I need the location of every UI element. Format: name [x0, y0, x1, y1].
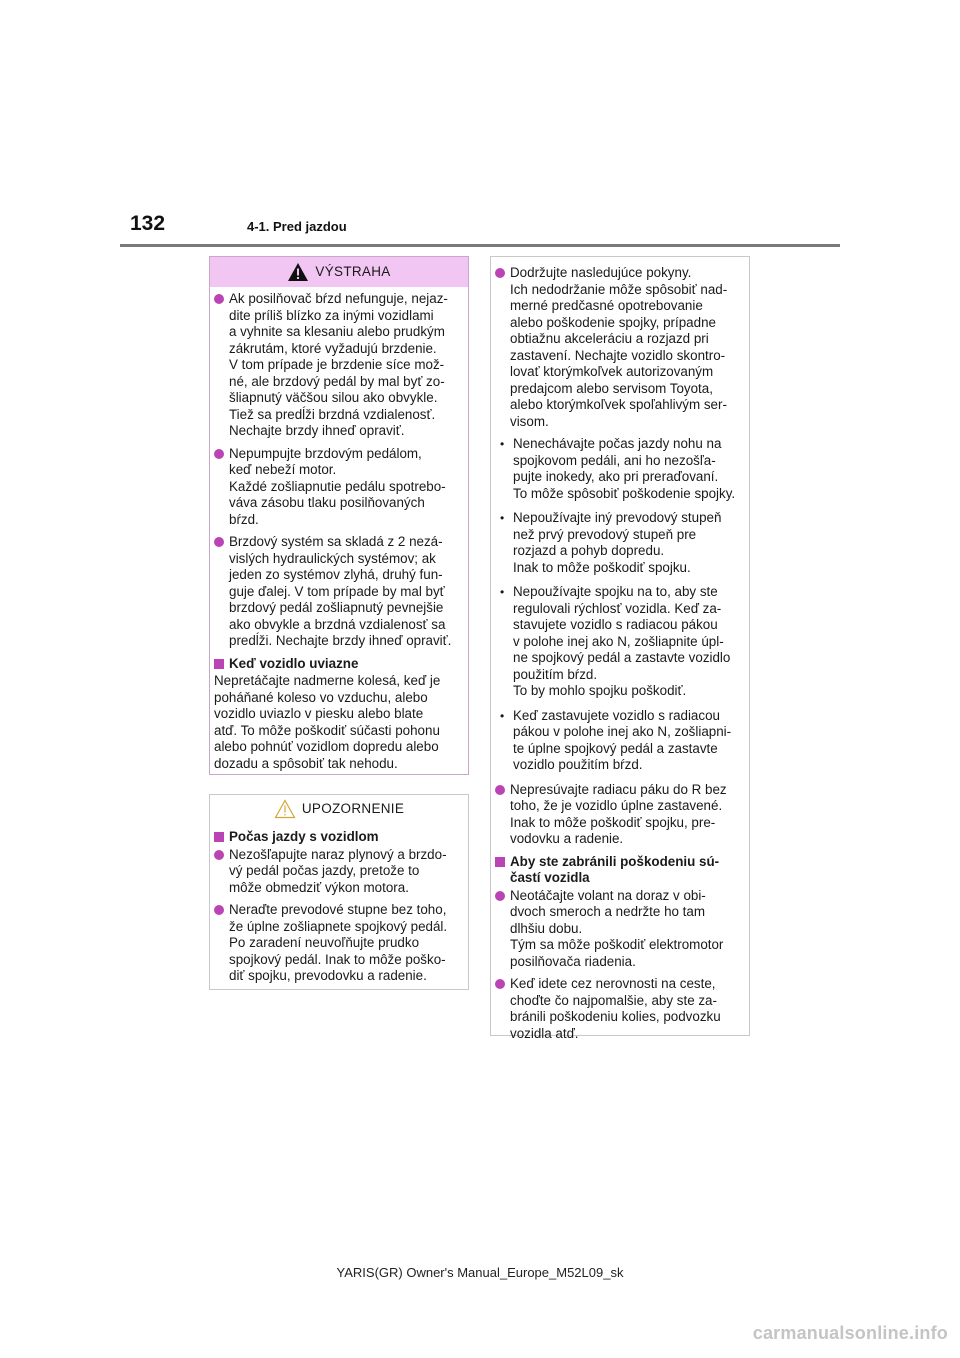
sub-bullet-item — [495, 510, 745, 576]
text-line: Tiež sa predĺži brzdná vzdialenosť. — [229, 406, 436, 422]
text-line: Neotáčajte volant na doraz v obi- — [510, 887, 706, 903]
small-bullet-icon: • — [500, 708, 505, 723]
text-line: obtiažnu akceleráciu a rozjazd pri — [510, 331, 709, 346]
page-number: 132 — [130, 212, 166, 235]
text-line: pujte inokedy, ako pri preraďovaní. — [513, 469, 719, 484]
text-line: ako obvykle a brzdná vzdialenosť sa — [229, 616, 446, 632]
square-marker-icon — [495, 857, 505, 867]
text-line: jeden zo systémov zlyhá, druhý fun- — [229, 567, 443, 582]
text-line: Po zaradení neuvoľňujte prudko — [229, 935, 420, 950]
text-line: predajcom alebo servisom Toyota, — [510, 380, 713, 396]
text-line: Inak to môže poškodiť spojku. — [513, 559, 691, 575]
text-line: dite príliš blízko za inými vozidlami — [229, 307, 434, 323]
bullet-dot-icon — [495, 979, 505, 989]
text-line: zákrutám, ktoré vyžadujú brzdenie. — [229, 340, 437, 356]
warning-content — [210, 287, 468, 772]
text-line: né, ale brzdový pedál by mal byť zo- — [229, 373, 445, 389]
warning-title: VÝSTRAHA — [315, 263, 391, 279]
text-line: Neraďte prevodové stupne bez toho, — [229, 902, 447, 917]
text-line: Keď vozidlo uviazne — [229, 655, 359, 671]
square-marker-icon — [214, 659, 224, 669]
text-line: vislých hydraulických systémov; ak — [229, 550, 436, 566]
text-line: guje ďalej. V tom prípade by mal byť — [229, 583, 445, 599]
watermark: carmanualsonline.info — [752, 1323, 948, 1343]
bullet-dot-icon — [214, 294, 224, 304]
text-line: regulovali rýchlosť vozidla. Keď za- — [513, 600, 722, 616]
notice-title: UPOZORNENIE — [301, 800, 405, 816]
text-line: Keď zastavujete vozidlo s radiacou — [513, 707, 720, 723]
subheading — [214, 656, 464, 673]
bullet-dot-icon — [495, 785, 505, 795]
text-line: To môže spôsobiť poškodenie spojky. — [513, 485, 736, 501]
bullet-item — [495, 265, 745, 430]
footer: YARIS(GR) Owner's Manual_Europe_M52L09_sk — [336, 1265, 624, 1280]
small-bullet-icon: • — [500, 437, 505, 451]
text-line: Nepumpujte brzdovým pedálom, — [229, 445, 422, 461]
text-line: že úplne zošliapnete spojkový pedál. — [229, 918, 448, 934]
text-line: predĺži. Nechajte brzdy ihneď opraviť. — [229, 633, 452, 648]
sub-bullet-item — [495, 436, 745, 502]
bullet-dot-icon — [214, 449, 224, 459]
notice-content — [210, 823, 468, 985]
bullet-item — [214, 902, 464, 985]
text-line: váva zásobu tlaku posilňovaných — [229, 495, 425, 510]
warning-triangle-icon — [287, 262, 309, 282]
text-line: Tým sa môže poškodiť elektromotor — [510, 937, 724, 952]
text-line: Nepresúvajte radiacu páku do R bez — [510, 781, 727, 797]
bullet-dot-icon — [214, 850, 224, 860]
text-line: Inak to môže poškodiť spojku, pre- — [510, 814, 716, 830]
text-line: alebo poškodenie spojky, prípadne — [510, 314, 716, 330]
warning-box — [209, 256, 469, 775]
subheading — [214, 829, 464, 846]
sub-bullet-item — [495, 708, 745, 774]
bullet-item — [214, 534, 464, 650]
bullet-dot-icon — [214, 537, 224, 547]
bullet-dot-icon — [214, 905, 224, 915]
text-line: dlhšiu dobu. — [510, 920, 583, 936]
bullet-item — [214, 291, 464, 440]
text-line: spojkovom pedáli, ani ho nezošľa- — [513, 452, 716, 468]
text-line: Počas jazdy s vozidlom — [229, 829, 379, 844]
text-line: posilňovača riadenia. — [510, 953, 636, 969]
text-line: Ak posilňovač bŕzd nefunguje, nejaz- — [229, 291, 448, 306]
small-bullet-icon: • — [500, 511, 505, 525]
text-line: Každé zošliapnutie pedálu spotrebo- — [229, 478, 446, 494]
text-line: Ich nedodržanie môže spôsobiť nad- — [510, 281, 728, 297]
text-line: než prvý prevodový stupeň pre — [513, 526, 697, 542]
bullet-item — [495, 976, 745, 1042]
text-line: ne spojkový pedál a zastavte vozidlo — [513, 650, 731, 665]
text-line: merné predčasné opotrebovanie — [510, 298, 703, 313]
text-line: alebo ktorýmkoľvek spoľahlivým ser- — [510, 397, 727, 412]
text-line: To by mohlo spojku poškodiť. — [513, 683, 687, 698]
header-rule — [120, 244, 840, 247]
clutch-instructions-content — [491, 261, 749, 1042]
text-line: vozidlo uviazlo v piesku alebo blate — [214, 706, 424, 721]
text-line: bŕzd. — [229, 511, 259, 527]
text-line: vodovku a radenie. — [510, 831, 624, 846]
text-line: môže obmedziť výkon motora. — [229, 879, 409, 895]
text-line: diť spojku, prevodovku a radenie. — [229, 968, 427, 983]
text-line: keď nebeží motor. — [229, 462, 337, 477]
bullet-item — [214, 847, 464, 897]
text-line: vozidla atď. — [510, 1025, 579, 1041]
text-line: dvoch smeroch a nedržte ho tam — [510, 904, 706, 919]
text-line: Nezošľapujte naraz plynový a brzdo- — [229, 846, 447, 862]
text-line: vozidlo použitím bŕzd. — [513, 757, 643, 772]
text-line: použitím bŕzd. — [513, 666, 598, 682]
notice-box — [209, 794, 469, 990]
text-line: Nenechávajte počas jazdy nohu na — [513, 436, 722, 451]
text-line: lovať ktorýmkoľvek autorizovaným — [510, 364, 714, 379]
text-line: Nechajte brzdy ihneď opraviť. — [229, 423, 405, 438]
caution-triangle-outline-icon — [274, 799, 296, 819]
text-line: Keď idete cez nerovnosti na ceste, — [510, 976, 716, 991]
paragraph — [214, 673, 464, 772]
text-line: poháňané koleso vo vzduchu, alebo — [214, 689, 428, 705]
text-line: brzdový pedál zošliapnutý pevnejšie — [229, 600, 444, 615]
text-line: V tom prípade je brzdenie síce mož- — [229, 357, 445, 372]
text-line: visom. — [510, 413, 549, 429]
text-line: pákou v polohe inej ako N, zošliapni- — [513, 724, 732, 739]
text-line: zastavení. Nechajte vozidlo skontro- — [510, 347, 726, 363]
notice-box-header — [210, 795, 468, 823]
text-line: choďte čo najpomalšie, aby ste za- — [510, 992, 717, 1008]
bullet-dot-icon — [495, 268, 505, 278]
text-line: Nepoužívajte iný prevodový stupeň — [513, 510, 722, 525]
text-line: Nepretáčajte nadmerne kolesá, keď je — [214, 673, 441, 688]
text-line: Nepoužívajte spojku na to, aby ste — [513, 584, 718, 599]
text-line: alebo pohnúť vozidlom dopredu alebo — [214, 739, 439, 754]
sub-bullet-item — [495, 584, 745, 700]
text-line: a vyhnite sa klesaniu alebo prudkým — [229, 324, 445, 339]
subheading — [495, 854, 745, 887]
square-marker-icon — [214, 832, 224, 842]
text-line: stavujete vozidlo s radiacou pákou — [513, 617, 718, 632]
text-line: Aby ste zabránili poškodeniu sú- — [510, 853, 720, 869]
bullet-item — [495, 888, 745, 971]
bullet-dot-icon — [495, 891, 505, 901]
text-line: toho, že je vozidlo úplne zastavené. — [510, 798, 723, 813]
text-line: spojkový pedál. Inak to môže poško- — [229, 951, 446, 967]
text-line: Dodržujte nasledujúce pokyny. — [510, 265, 692, 280]
text-line: vý pedál počas jazdy, pretože to — [229, 863, 420, 878]
text-line: dozadu a spôsobiť tak nehodu. — [214, 755, 398, 771]
small-bullet-icon: • — [500, 585, 505, 599]
text-line: bránili poškodeniu kolies, podvozku — [510, 1009, 721, 1024]
text-line: te úplne spojkový pedál a zastavte — [513, 740, 718, 756]
section-title: 4-1. Pred jazdou — [247, 219, 347, 234]
warning-box-header — [210, 257, 468, 287]
text-line: šliapnutý väčšou silou ako obvykle. — [229, 390, 438, 405]
bullet-item — [214, 446, 464, 529]
text-line: v polohe inej ako N, zošliapnite úpl- — [513, 633, 724, 649]
text-line: atď. To môže poškodiť súčasti pohonu — [214, 722, 440, 738]
bullet-item — [495, 782, 745, 848]
text-line: častí vozidla — [510, 870, 590, 885]
text-line: Brzdový systém sa skladá z 2 nezá- — [229, 534, 443, 549]
text-line: rozjazd a pohyb dopredu. — [513, 543, 665, 558]
clutch-instructions-box — [490, 256, 750, 1041]
